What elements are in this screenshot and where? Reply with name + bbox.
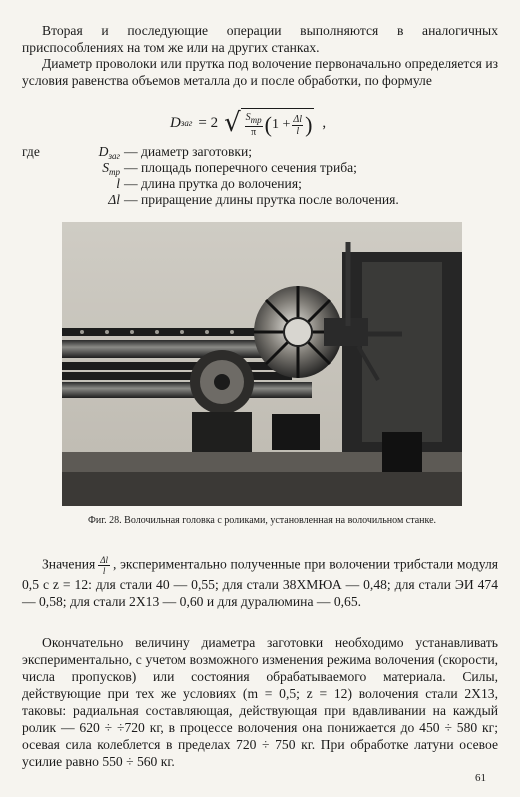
figure-caption: Фиг. 28. Волочильная головка с роликами, установленная на волочильном станке. (87, 515, 437, 526)
sqrt-sign-icon: √ (224, 108, 241, 138)
definition-row (22, 160, 498, 176)
definition-symbol: $S_{тр}$ (102, 160, 120, 177)
drawing-machine-photo-icon (62, 222, 462, 506)
paragraph-values-rest: , экспериментально полученные при волочении трибстали модуля 0,5 с z = 12: для стали 40 — 0,55; для стали 38ХМЮА — 0,48; для стали ЭИ 474 — 0,58; для стали 2Х13 — 0,60 и для дуралюмина — 0,65. (22, 556, 498, 609)
page-number: 61 (475, 772, 486, 784)
paragraph-conclusion: Окончательно величину диаметра заготовки необходимо устанавливать экспериментально, с учетом возможного изменения режима волочения (скорости, числа пропусков) или состояния обрабатываемого материала. Силы, действующие при тех же условиях (m = 0,5; z = 12) волочения стали 2Х13, таковы: радиальная составляющая, действующая при вдавливании на каждый ролик — 620 ÷ ÷720 кг, в процессе волочения она понижается до 450 ÷ 580 кг; осевая сила колеблется в пределах 720 ÷ 750 кг. При обработке латуни осевое усилие равно 550 ÷ 560 кг. (22, 635, 498, 769)
definition-text: — диаметр заготовки; (124, 144, 253, 159)
formula-frac-dl-l: $\frac{\Delta l}{l}$ (293, 113, 303, 137)
paragraph-formula-intro: Диаметр проволоки или прутка под волочение первоначально определяется из условия равенства объемов металла до и после обработки, по формуле (22, 56, 498, 88)
formula-lhs-sub: заг (180, 118, 193, 128)
definition-symbol: $D_{заг}$ (98, 144, 120, 161)
definition-symbol: l (116, 176, 120, 191)
formula-diameter (170, 103, 326, 143)
formula-frac-s-pi: $\frac{\text{Sтр}}{\pi}$ (245, 112, 262, 138)
where-word: где (22, 144, 40, 159)
inline-fraction: $\frac{\Delta l}{l}$ (100, 555, 109, 576)
formula-trailing-comma: , (322, 114, 327, 131)
formula-sqrt (224, 108, 314, 138)
definition-row (22, 192, 498, 208)
paragraph-values-start: Значения (42, 556, 96, 572)
paragraph-intro: Вторая и последующие операции выполняются в аналогичных приспособлениях на том же или на других станках. (22, 23, 498, 55)
definition-text: — приращение длины прутка после волочения. (124, 192, 399, 207)
formula-one-plus: 1 + (272, 117, 291, 132)
paragraph-values (22, 555, 498, 610)
sqrt-body (241, 108, 315, 138)
figure-photo (62, 222, 462, 506)
paren-open-icon: ( (264, 112, 272, 137)
definition-text: — длина прутка до волочения; (124, 176, 302, 191)
definition-text: — площадь поперечного сечения триба; (124, 160, 357, 175)
paren-close-icon: ) (305, 112, 313, 137)
formula-equals: = 2 (198, 114, 219, 131)
symbol-definitions (22, 144, 498, 208)
definition-row (22, 176, 498, 192)
definition-row (22, 144, 498, 160)
formula-lhs: D (170, 114, 181, 131)
definition-symbol: Δl (108, 192, 120, 207)
